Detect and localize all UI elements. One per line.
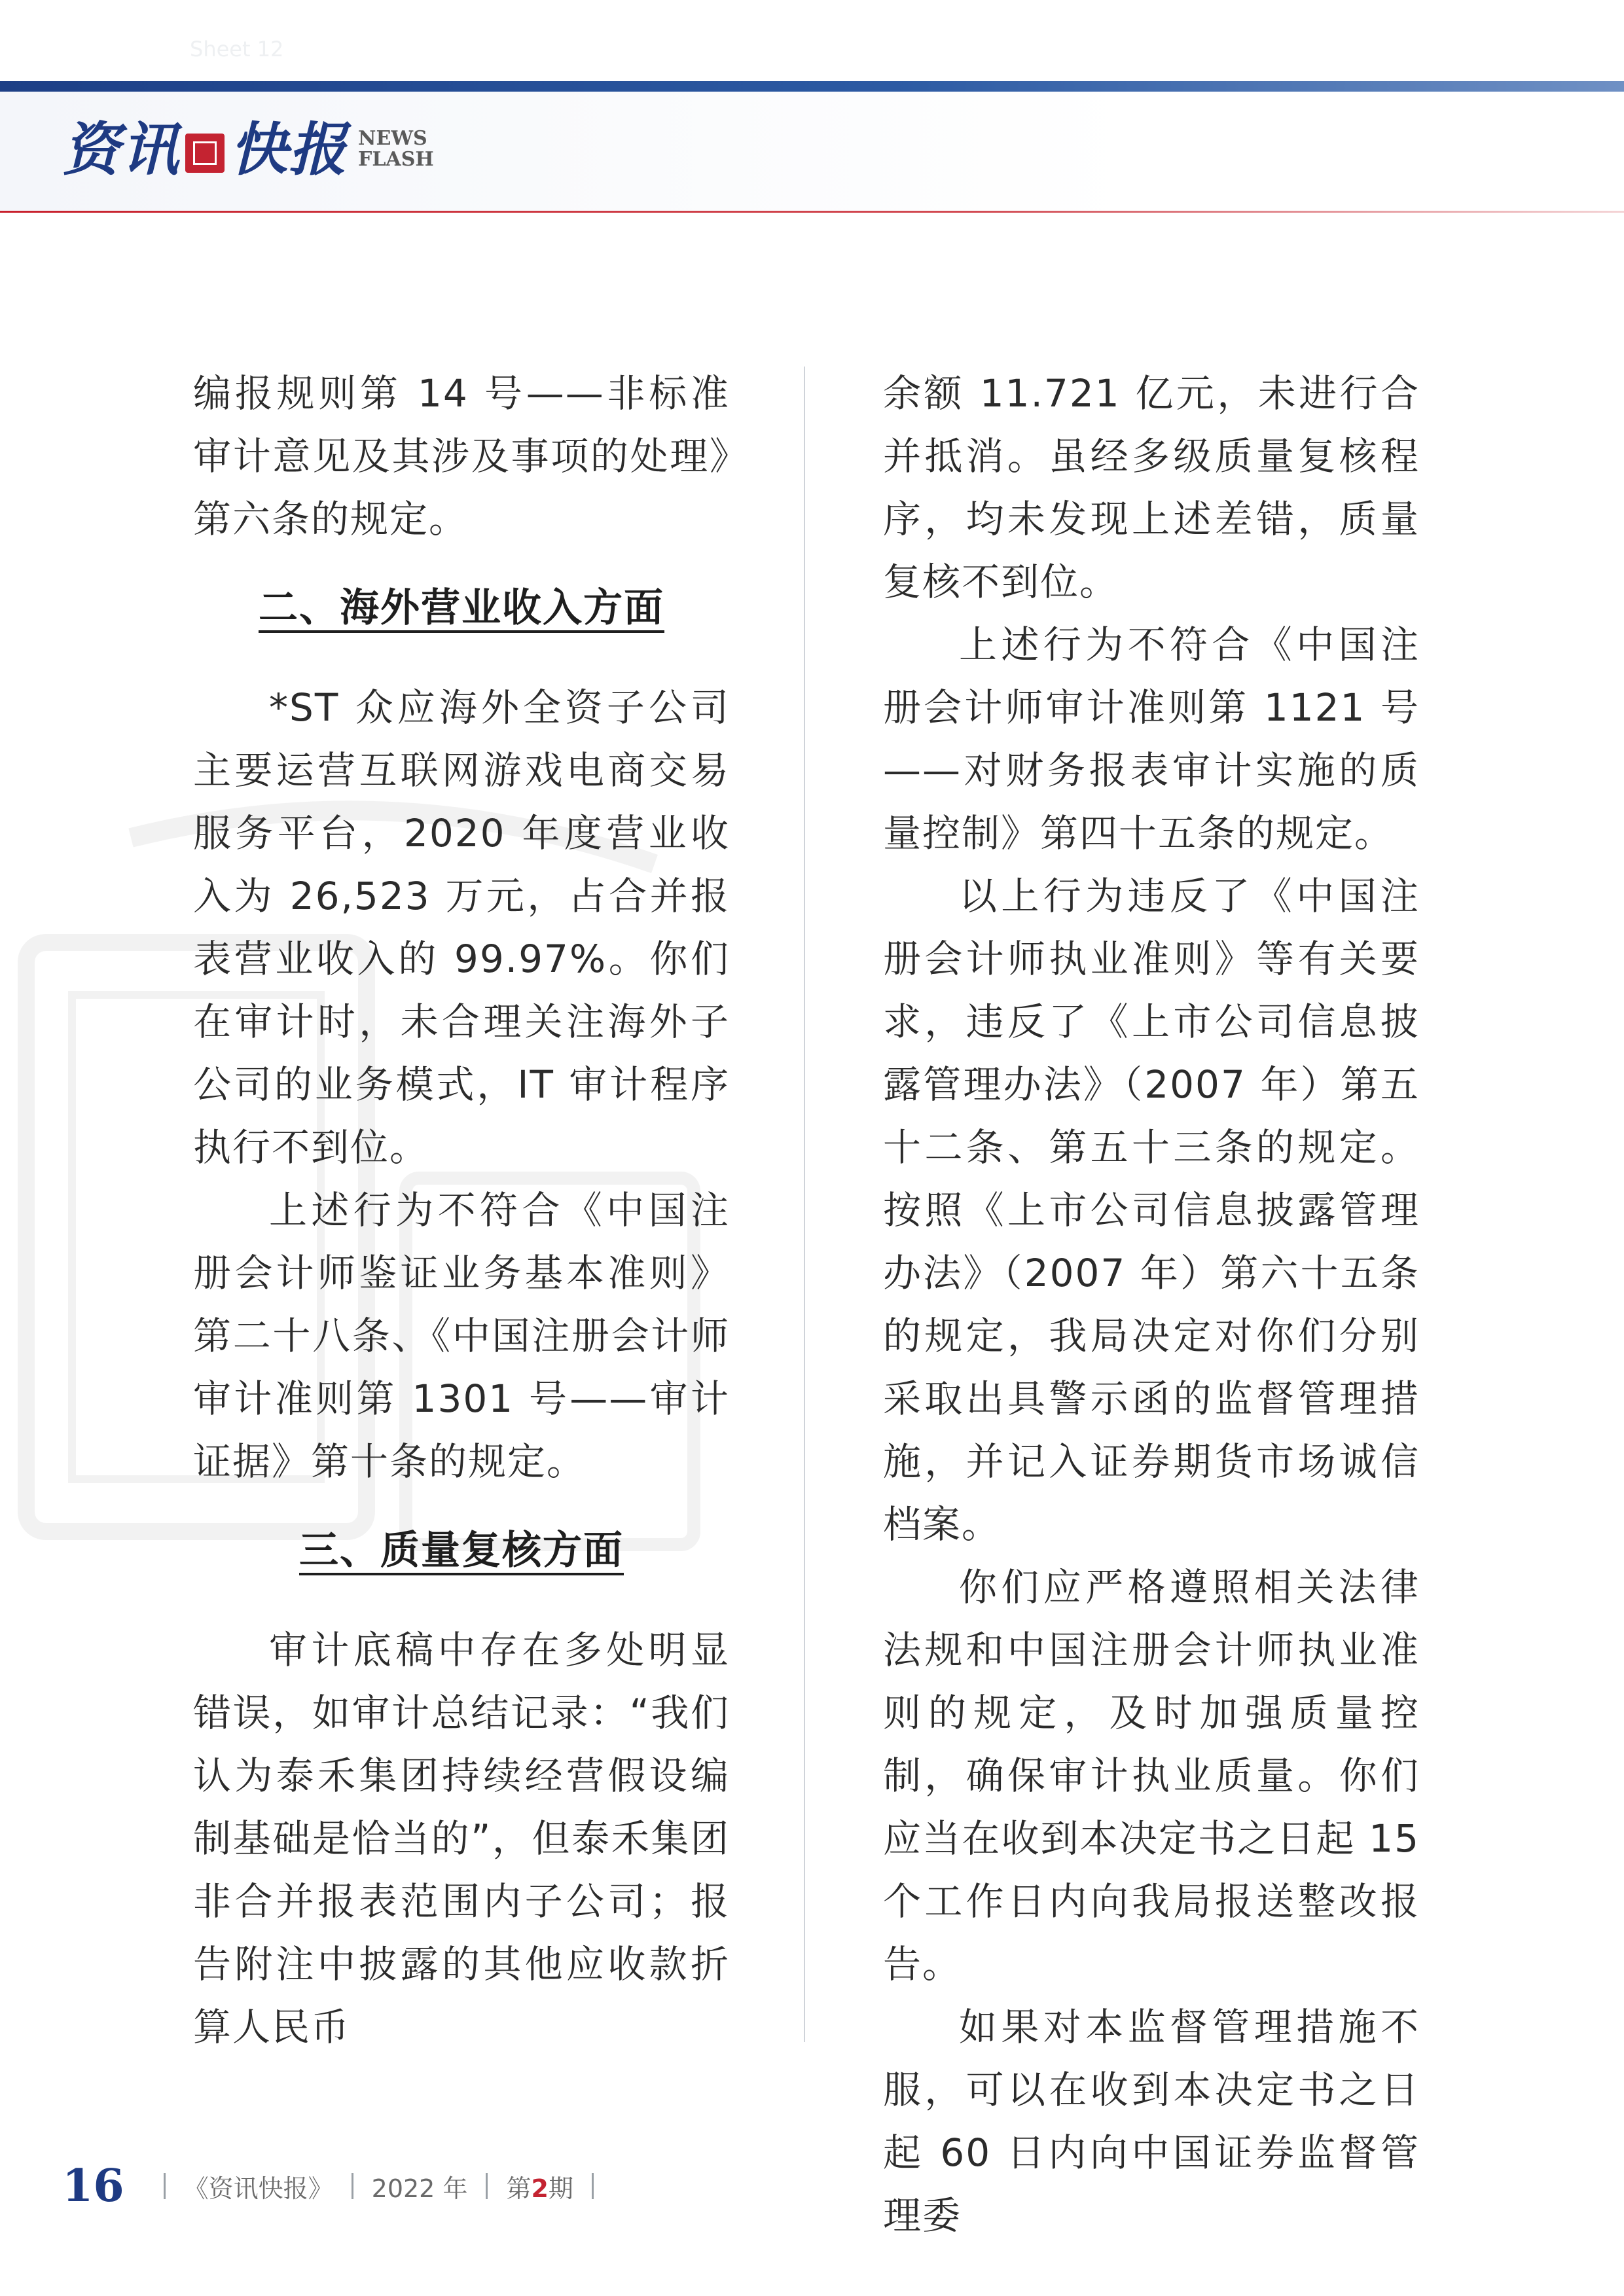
footer-issue [506,2168,573,2204]
article-column-left [193,362,730,2058]
masthead-english [358,128,434,170]
section-heading-overseas-revenue: 二、海外营业收入方面 [259,585,664,631]
footer-issue-number: 2 [531,2174,549,2203]
continued-text: 编报规则第 14 号——非标准审计意见及其涉及事项的处理》第六条的规定。 [193,371,730,541]
paragraph: 上述行为不符合《中国注册会计师审计准则第 1121 号——对财务报表审计实施的质量控制》第四十五条的规定。 [883,622,1420,855]
paragraph: 上述行为不符合《中国注册会计师鉴证业务基本准则》第二十八条、《中国注册会计师审计准则第 1301 号——审计证据》第十条的规定。 [193,1188,730,1484]
masthead-english-line-2: FLASH [358,148,434,171]
paragraph: *ST 众应海外全资子公司主要运营互联网游戏电商交易服务平台，2020 年度营业收入为 26,523 万元，占合并报表营业收入的 99.97%。你们在审计时，未合理关注海外子公司的业务模式，IT 审计程序执行不到位。 [193,685,730,1170]
seal-icon [185,134,225,173]
masthead-logo [62,110,434,188]
footer-issue-prefix: 第 [506,2174,532,2203]
footer-magazine-title: 《资讯快报》 [183,2174,333,2203]
footer-issue-suffix: 期 [548,2174,573,2203]
header-bottom-rule [0,211,1624,213]
page-number: 16 [62,2160,124,2212]
paragraph: 以上行为违反了《中国注册会计师执业准则》等有关要求，违反了《上市公司信息披露管理办法》（2007 年）第五十二条、第五十三条的规定。按照《上市公司信息披露管理办法》（2007 年）第六十五条的规定，我局决定对你们分别采取出具警示函的监督管理措施，并记入证券期货市场诚信档案。 [883,874,1420,1547]
footer-separator [164,2173,166,2199]
footer-separator [486,2173,488,2199]
footer-separator [352,2173,353,2199]
footer-separator [592,2173,594,2199]
article-column-right [883,362,1420,2247]
paragraph: 审计底稿中存在多处明显错误，如审计总结记录：“我们认为泰禾集团持续经营假设编制基础是恰当的”，但泰禾集团非合并报表范围内子公司；报告附注中披露的其他应收款折算人民币 [193,1628,730,2049]
column-divider [804,367,805,2042]
masthead-word-2: 快报 [230,115,348,183]
faint-sheet-tag: Sheet 12 [190,37,284,62]
masthead-word-1: 资讯 [62,115,181,183]
page-footer [62,2153,612,2219]
masthead-english-line-1: NEWS [358,127,427,150]
paragraph: 你们应严格遵照相关法律法规和中国注册会计师执业准则的规定，及时加强质量控制，确保审计执业质量。你们应当在收到本决定书之日起 15 个工作日内向我局报送整改报告。 [883,1565,1420,1986]
header-top-rule [0,81,1624,92]
continued-text: 余额 11.721 亿元，未进行合并抵消。虽经多级质量复核程序，均未发现上述差错，质量复核不到位。 [883,371,1420,604]
paragraph: 如果对本监督管理措施不服，可以在收到本决定书之日起 60 日内向中国证券监督管理委 [883,2005,1420,2238]
section-heading-quality-review: 三、质量复核方面 [299,1528,624,1573]
footer-year: 2022 年 [371,2174,468,2203]
